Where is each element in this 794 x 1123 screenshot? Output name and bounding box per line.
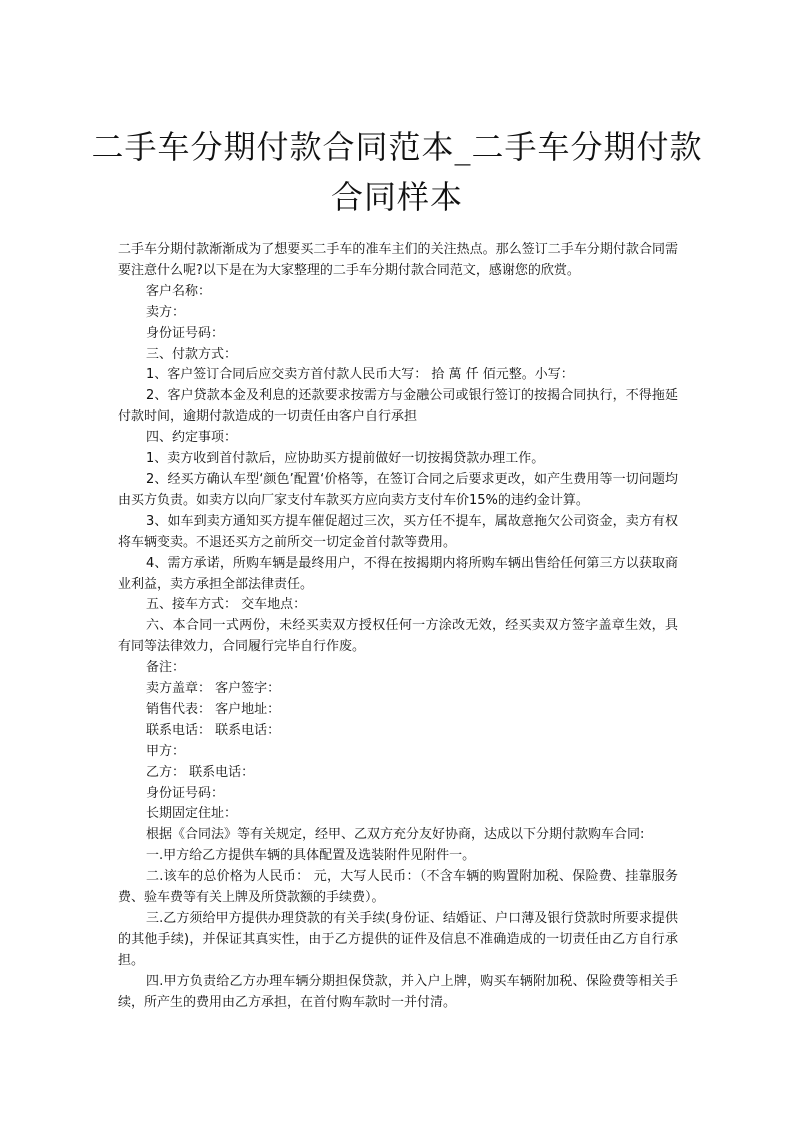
section-heading-agreements: 四、约定事项： — [146, 430, 238, 446]
field-id-number: 身份证号码： — [146, 785, 225, 801]
intro-paragraph: 二手车分期付款渐渐成为了想要买二手车的准车主们的关注热点。那么签订二手车分期付款合同需要注意什么呢?以下是在为大家整理的二手车分期付款合同范文，感谢您的欣赏。 — [118, 242, 678, 278]
field-phone: 联系电话： 联系电话： — [146, 722, 281, 738]
field-party-a: 甲方： — [146, 743, 186, 759]
clause-paragraph: 2、经买方确认车型‘颜色’配置‘价格等，在签订合同之后要求更改，如产生费用等一切问题均由买方负责。如卖方以向厂家支付车款买方应向卖方支付车价15%的违约金计算。 — [118, 471, 678, 508]
clause-paragraph: 四.甲方负责给乙方办理车辆分期担保贷款，并入户上牌，购买车辆附加税、保险费等相关手续，所产生的费用由乙方承担，在首付购车款时一并付清。 — [118, 973, 678, 1010]
section-heading-payment: 三、付款方式： — [146, 346, 238, 362]
field-id-number: 身份证号码： — [146, 325, 225, 341]
clause-paragraph: 1、客户签订合同后应交卖方首付款人民币大写： 拾 萬 仟 佰元整。小写： — [146, 367, 574, 383]
clause-paragraph: 二.该车的总价格为人民币： 元，大写人民币：（不含车辆的购置附加税、保险费、挂靠服务费、验车费等有关上牌及所贷款额的手续费）。 — [118, 869, 678, 906]
contract-preamble: 根据《合同法》等有关规定，经甲、乙双方充分友好协商，达成以下分期付款购车合同: — [146, 827, 645, 843]
clause-paragraph: 一.甲方给乙方提供车辆的具体配置及选装附件见附件一。 — [146, 848, 476, 864]
title-line-2: 合同样本 — [330, 178, 463, 216]
field-party-b: 乙方： 联系电话： — [146, 764, 255, 780]
clause-paragraph: 六、本合同一式两份，未经买卖双方授权任何一方涂改无效，经买卖双方签字盖章生效，具有同等法律效力，合同履行完毕自行作废。 — [118, 618, 678, 655]
clause-paragraph: 4、需方承诺，所购车辆是最终用户，不得在按揭期内将所购车辆出售给任何第三方以获取商业利益，卖方承担全部法律责任。 — [118, 555, 678, 592]
section-heading-delivery: 五、接车方式： 交车地点： — [146, 597, 307, 613]
field-address: 长期固定住址： — [146, 806, 238, 822]
document-body — [118, 240, 678, 1014]
clause-paragraph: 1、卖方收到首付款后，应协助买方提前做好一切按揭贷款办理工作。 — [146, 451, 545, 467]
field-remarks: 备注： — [146, 660, 186, 676]
clause-paragraph: 3、如车到卖方通知买方提车催促超过三次，买方任不提车，属故意拖欠公司资金，卖方有权将车辆变卖。不退还买方之前所交一切定金首付款等费用。 — [118, 513, 678, 550]
document-title — [60, 122, 734, 222]
field-seller: 卖方： — [146, 304, 186, 320]
title-line-1: 二手车分期付款合同范本_二手车分期付款 — [91, 128, 703, 166]
field-sales-rep: 销售代表： 客户地址： — [146, 701, 281, 717]
field-customer-name: 客户名称： — [146, 283, 212, 299]
clause-paragraph: 2、客户贷款本金及利息的还款要求按需方与金融公司或银行签订的按揭合同执行，不得拖延付款时间，逾期付款造成的一切责任由客户自行承担 — [118, 388, 678, 425]
clause-paragraph: 三.乙方须给甲方提供办理贷款的有关手续(身份证、结婚证、户口薄及银行贷款时所要求提供的其他手续)，并保证其真实性，由于乙方提供的证件及信息不准确造成的一切责任由乙方自行承担。 — [118, 911, 678, 968]
field-signature: 卖方盖章： 客户签字： — [146, 681, 281, 697]
